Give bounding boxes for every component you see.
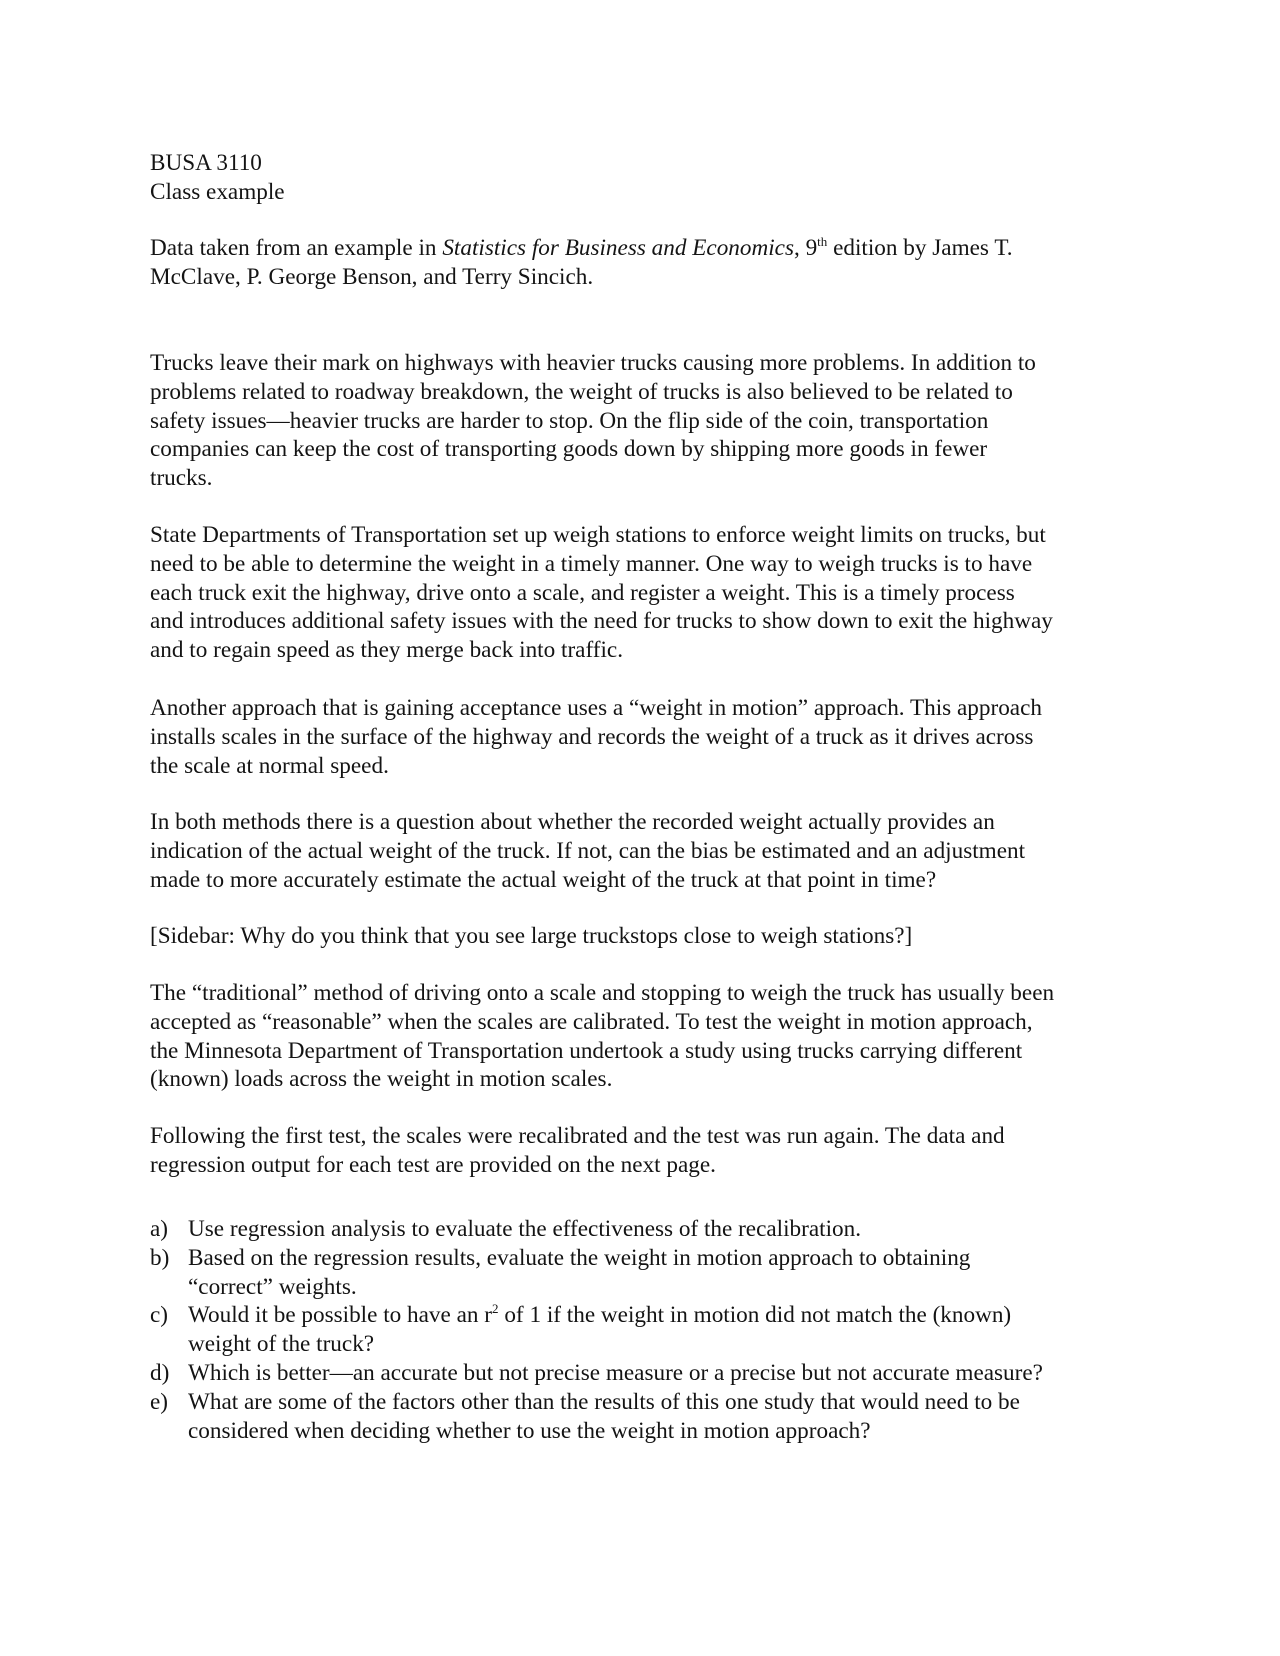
question-letter: b) [150,1244,170,1271]
question-text-pre: Would it be possible to have an r [188,1302,493,1329]
question-letter: c) [150,1302,169,1329]
citation-edition: , 9 [793,235,818,261]
question-text: Based on the regression results, evaluate the weight in motion approach to obtaining [188,1244,971,1271]
citation-pre: Data taken from an example in [150,235,443,261]
paragraph-line: and introduces additional safety issues with the need for trucks to show down to exit the highway [150,608,1053,635]
paragraph-line: regression output for each test are provided on the next page. [150,1151,716,1178]
paragraph-weight-in-motion [150,694,1150,780]
paragraph-line: made to more accurately estimate the actual weight of the truck at that point in time? [150,866,937,893]
paragraph-both-methods [150,808,1150,894]
paragraph-line: Trucks leave their mark on highways with heavier trucks causing more problems. In addition to [150,350,1036,376]
question-item [150,1244,1150,1302]
header-block [150,149,1150,207]
citation-line-1 [150,234,1150,263]
edition-superscript: th [817,234,828,249]
paragraph-line: State Departments of Transportation set up weigh stations to enforce weight limits on trucks, but [150,522,1046,548]
paragraph-line: trucks. [150,465,213,492]
paragraph-line: safety issues—heavier trucks are harder to stop. On the flip side of the coin, transportation [150,407,989,434]
paragraph-line: the Minnesota Department of Transportation undertook a study using trucks carrying different [150,1037,1023,1064]
question-text: Which is better—an accurate but not precise measure or a precise but not accurate measure? [188,1359,1043,1386]
question-item [150,1359,1150,1388]
paragraph-traditional-method [150,979,1150,1094]
paragraph-line: companies can keep the cost of transporting goods down by shipping more goods in fewer [150,436,988,463]
question-text: What are some of the factors other than the results of this one study that would need to be [188,1388,1020,1415]
paragraph-line: the scale at normal speed. [150,752,389,779]
paragraph-line: indication of the actual weight of the truck. If not, can the bias be estimated and an adjustment [150,837,1026,864]
question-text-post: of 1 if the weight in motion did not match the (known) [498,1302,1012,1329]
question-text: weight of the truck? [188,1331,375,1358]
paragraph-weigh-stations [150,521,1150,665]
paragraph-line: [Sidebar: Why do you think that you see large truckstops close to weigh stations?] [150,923,913,949]
question-item [150,1215,1150,1244]
question-item [150,1301,1150,1359]
source-citation [150,234,1150,292]
paragraph-line: need to be able to determine the weight in a timely manner. One way to weigh trucks is to have [150,550,1033,577]
citation-authors: edition by James T. [827,235,1013,261]
citation-line-2: McClave, P. George Benson, and Terry Sincich. [150,263,594,290]
question-list [150,1215,1150,1445]
r-squared-superscript: 2 [492,1301,499,1317]
question-text: Use regression analysis to evaluate the effectiveness of the recalibration. [188,1216,862,1242]
paragraph-line: Another approach that is gaining acceptance uses a “weight in motion” approach. This approach [150,695,1042,721]
document-subtitle: Class example [150,178,285,205]
question-text: considered when deciding whether to use the weight in motion approach? [188,1417,871,1444]
question-letter: e) [150,1388,169,1415]
question-text [188,1301,1150,1330]
paragraph-line: (known) loads across the weight in motion scales. [150,1066,613,1093]
paragraph-line: problems related to roadway breakdown, the weight of trucks is also believed to be related to [150,378,1013,405]
paragraph-line: each truck exit the highway, drive onto a scale, and register a weight. This is a timely process [150,579,1015,606]
course-code: BUSA 3110 [150,150,262,176]
question-letter: a) [150,1216,169,1242]
paragraph-sidebar [150,922,1150,951]
paragraph-line: installs scales in the surface of the highway and records the weight of a truck as it drives across [150,723,1034,750]
question-item [150,1388,1150,1446]
paragraph-following-test [150,1122,1150,1180]
paragraph-trucks-intro [150,349,1150,493]
paragraph-line: The “traditional” method of driving onto a scale and stopping to weigh the truck has usually been [150,980,1055,1006]
paragraph-line: accepted as “reasonable” when the scales are calibrated. To test the weight in motion approach, [150,1008,1033,1035]
paragraph-line: Following the first test, the scales were recalibrated and the test was run again. The data and [150,1123,1005,1149]
question-text: “correct” weights. [188,1273,357,1300]
paragraph-line: In both methods there is a question about whether the recorded weight actually provides an [150,809,995,835]
book-title: Statistics for Business and Economics [442,235,794,261]
question-letter: d) [150,1359,170,1386]
paragraph-line: and to regain speed as they merge back into traffic. [150,637,624,664]
